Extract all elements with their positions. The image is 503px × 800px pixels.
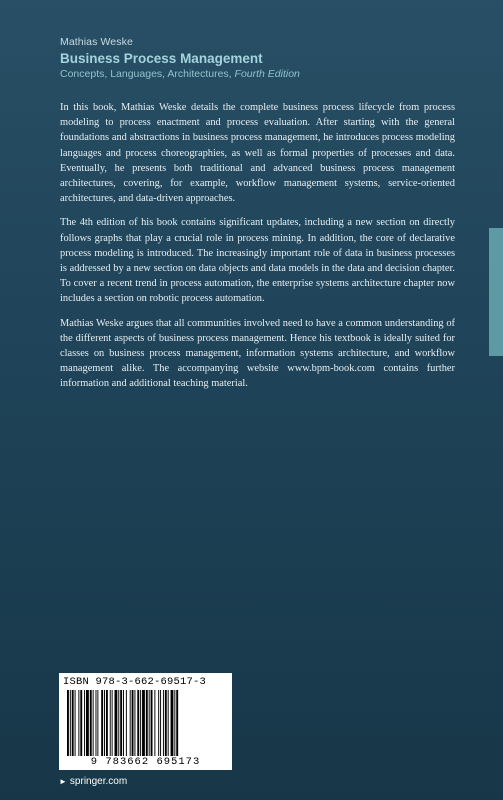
cover-header: [60, 36, 480, 80]
barcode-box: [59, 673, 232, 770]
blurb-paragraph: The 4th edition of his book contains significant updates, including a new section on directly follows graphs that play a crucial role in process mining. In addition, the core of declarative process modeling is introduced. The increasingly important role of data in business processes is addressed by a new section on data objects and data models in the data and decision chapter. To cover a recent trend in process automation, the enterprise systems architecture chapter now includes a section on robotic process automation.: [60, 217, 455, 305]
book-subtitle: [60, 68, 480, 80]
blurb-paragraph: Mathias Weske argues that all communities involved need to have a common understanding of the different aspects of business process management. Hence his textbook is ideally suited for classes on business process management, information systems architecture, and workflow management alike. The accompanying website www.bpm-book.com contains further information and additional teaching material.: [60, 317, 455, 390]
isbn-label: ISBN 978-3-662-69517-3: [63, 676, 207, 688]
author-name: Mathias Weske: [60, 36, 133, 48]
springer-arrow-icon: ►: [59, 777, 67, 786]
accent-tab: [489, 228, 503, 356]
subtitle-main: Concepts, Languages, Architectures,: [60, 68, 235, 80]
blurb: [60, 100, 455, 401]
barcode-number: 9 783662 695173: [90, 756, 201, 768]
barcode-icon: [67, 690, 224, 756]
subtitle-edition: Fourth Edition: [234, 68, 300, 80]
publisher-url: springer.com: [69, 776, 128, 787]
blurb-paragraph: In this book, Mathias Weske details the complete business process lifecycle from process modeling to process enactment and process evaluation. After starting with the general foundations and abstractions in business process management, he introduces process modeling languages and process choreographies, as well as formal properties of processes and data. Eventually, he presents both traditional and advanced business process management architectures, covering, for example, workflow management systems, service-oriented architectures, and data-driven approaches.: [60, 102, 455, 205]
publisher-logo: [59, 776, 127, 787]
book-title: Business Process Management: [60, 51, 263, 66]
